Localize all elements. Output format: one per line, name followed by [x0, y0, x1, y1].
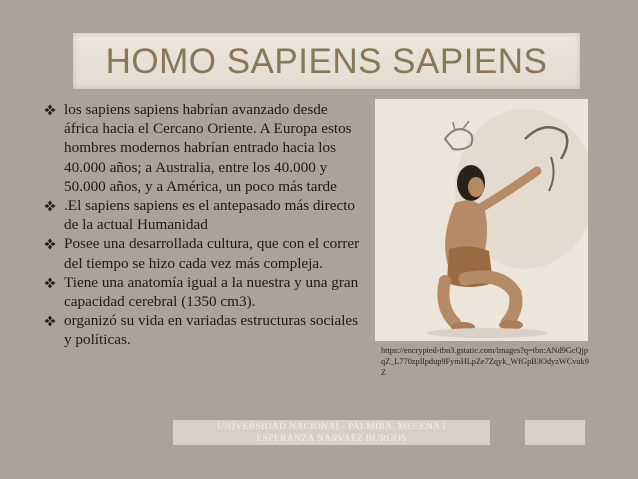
bullet-text: .El sapiens sapiens es el antepasado más directo de la actual Humanidad: [64, 197, 356, 234]
four-diamond-bullet-icon: [44, 315, 56, 327]
bullet-text: Tiene una anatomía igual a la nuestra y una gran capacidad cerebral (1350 cm3).: [64, 273, 359, 311]
page-number-box: [525, 420, 585, 445]
bullet-text: Posee una desarrollada cultura, que con el correr del tiempo se hizo cada vez más compleja.: [64, 235, 360, 272]
four-diamond-bullet-icon: [44, 104, 56, 116]
photo-caption: https://encrypted-tbn3.gstatic.com/images?q=tbn:ANd9GcQjpqZ_L770zpIlpdup9FymHLpZe7Zqyk_WfGpB3OdyzWCvuk9Z: [381, 346, 589, 377]
bullet-text: los sapiens sapiens habrían avanzado desde áfrica hacia el Cercano Oriente. A Europa estos hombres modernos habrían entrado hacia los 40.000 años; a Australia, entre los 40.000 y 50.000 años, y a América, un poco más tarde: [64, 101, 352, 195]
bullet-item: [42, 311, 362, 349]
caveman-painting-illustration: [375, 99, 588, 341]
bullet-item: [42, 234, 362, 272]
bullet-text: organizó su vida en variadas estructuras sociales y políticas.: [64, 312, 359, 349]
four-diamond-bullet-icon: [44, 200, 56, 212]
bullet-list: [42, 100, 362, 350]
four-diamond-bullet-icon: [44, 238, 56, 250]
slide-title: HOMO SAPIENS SAPIENS: [105, 42, 548, 81]
footer-line-2: ESPERANZA NARVAEZ BURGOS: [256, 432, 407, 444]
four-diamond-bullet-icon: [44, 277, 56, 289]
bullet-item: [42, 196, 362, 234]
footer-text: [173, 421, 490, 444]
bullet-item: [42, 100, 362, 196]
bullet-item: [42, 273, 362, 311]
caveman-painting-image: [375, 99, 588, 341]
footer-line-1: UNIVERSIDAD NACIONAL- PALMIRA. MECENA I: [217, 421, 446, 432]
